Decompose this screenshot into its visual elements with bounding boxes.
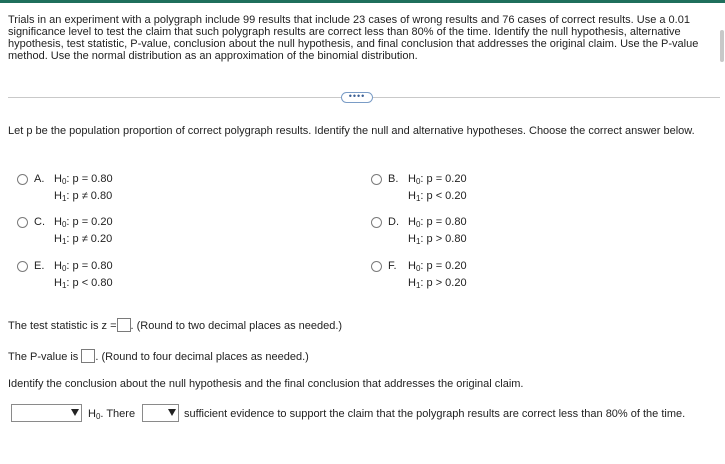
radio-button[interactable]: [17, 261, 28, 272]
chevron-down-icon: [168, 409, 176, 416]
choice-c[interactable]: [17, 216, 217, 246]
choice-e[interactable]: [17, 260, 217, 290]
alternative-hypothesis: $H_1$: p < 0.20: [408, 190, 467, 203]
null-hypothesis: $H_0$: p = 0.20: [54, 216, 113, 229]
expand-more-button[interactable]: ••••: [341, 92, 373, 103]
chevron-down-icon: [71, 409, 79, 416]
test-statistic-row: The test statistic is z = . (Round to two decimal places as needed.): [8, 320, 343, 332]
null-hypothesis: $H_0$: p = 0.80: [408, 216, 467, 229]
choice-letter: B.: [388, 173, 399, 185]
top-accent-bar: [0, 0, 725, 3]
radio-button[interactable]: [371, 174, 382, 185]
p-value-hint: (Round to four decimal places as needed.): [101, 351, 309, 363]
alternative-hypothesis: $H_1$: p ≠ 0.20: [54, 233, 113, 246]
alternative-hypothesis: $H_1$: p ≠ 0.80: [54, 190, 113, 203]
evidence-dropdown[interactable]: [142, 404, 179, 422]
radio-button[interactable]: [371, 217, 382, 228]
null-hypothesis: $H_0$: p = 0.20: [408, 260, 467, 273]
alternative-hypothesis: $H_1$: p > 0.20: [408, 277, 467, 290]
choice-d[interactable]: [371, 216, 571, 246]
null-decision-dropdown[interactable]: [11, 404, 82, 422]
radio-button[interactable]: [17, 174, 28, 185]
choice-letter: D.: [388, 216, 399, 228]
conclusion-h0-label: $H_0$. There: [88, 408, 136, 421]
choice-letter: E.: [34, 260, 45, 272]
conclusion-prompt: Identify the conclusion about the null hypothesis and the final conclusion that addresses the original claim.: [8, 378, 524, 390]
p-value-row: The P-value is . (Round to four decimal places as needed.): [8, 351, 309, 363]
test-statistic-hint: (Round to two decimal places as needed.): [136, 320, 343, 332]
null-hypothesis: $H_0$: p = 0.80: [54, 173, 113, 186]
choice-f[interactable]: [371, 260, 571, 290]
conclusion-claim-text: sufficient evidence to support the claim that the polygraph results are correct less than 80% of the time.: [184, 408, 686, 420]
null-hypothesis: $H_0$: p = 0.20: [408, 173, 467, 186]
choice-letter: F.: [388, 260, 397, 272]
test-statistic-input[interactable]: [117, 318, 131, 332]
choice-b[interactable]: [371, 173, 571, 203]
choice-letter: C.: [34, 216, 45, 228]
radio-button[interactable]: [17, 217, 28, 228]
p-value-input[interactable]: [81, 349, 95, 363]
choice-letter: A.: [34, 173, 45, 185]
alternative-hypothesis: $H_1$: p < 0.80: [54, 277, 113, 290]
problem-statement: Trials in an experiment with a polygraph include 99 results that include 23 cases of wrong results and 76 cases of correct results. Use a 0.01 significance level to test the claim that such polygraph results are correct less than 80% of the time. Identify the null hypothesis, alternative hypothesis, test statistic, P-value, conclusion about the null hypothesis, and final conclusion that addresses the original claim. Use the P-value method. Use the normal distribution as an approximation of the binomial distribution.: [8, 14, 699, 62]
choice-a[interactable]: [17, 173, 217, 203]
hypotheses-prompt: Let p be the population proportion of correct polygraph results. Identify the null and alternative hypotheses. Choose the correct answer below.: [8, 125, 695, 137]
alternative-hypothesis: $H_1$: p > 0.80: [408, 233, 467, 246]
radio-button[interactable]: [371, 261, 382, 272]
test-statistic-label: The test statistic is z =: [8, 320, 117, 332]
scrollbar[interactable]: [720, 30, 724, 62]
null-hypothesis: $H_0$: p = 0.80: [54, 260, 113, 273]
p-value-label: The P-value is: [8, 351, 79, 363]
